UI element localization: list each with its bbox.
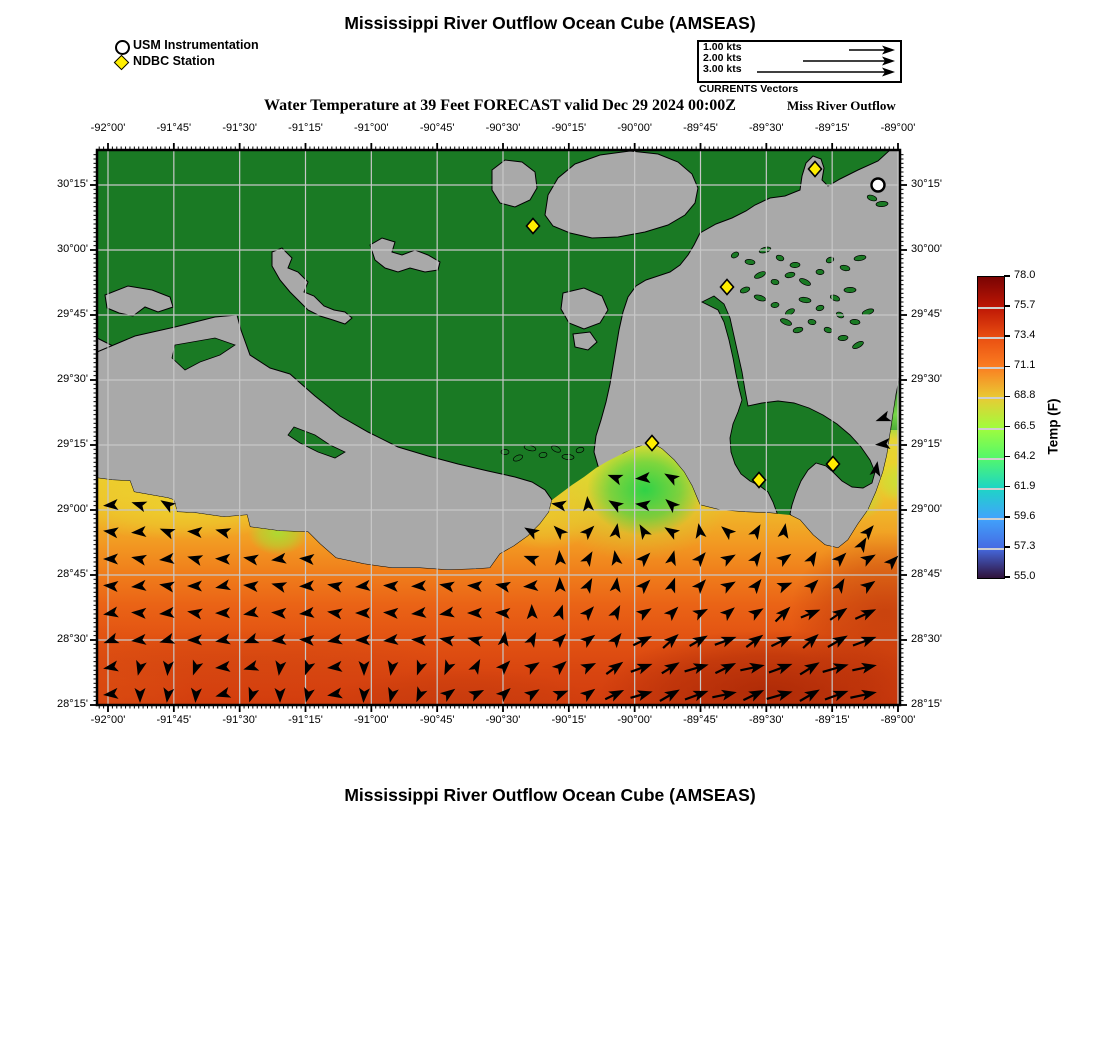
lon-tick-label: -90°45' [419, 714, 455, 726]
colorbar-tick-label: 71.1 [1014, 359, 1036, 372]
lon-tick-label: -91°45' [156, 714, 192, 726]
region-note: Miss River Outflow [787, 98, 896, 113]
colorbar-tick [1004, 366, 1010, 368]
lon-tick-label: -91°15' [288, 714, 323, 726]
colorbar-tick-label: 61.9 [1014, 479, 1036, 492]
lon-tick-label: -90°15' [551, 714, 587, 726]
lon-tick-label: -91°00' [354, 714, 389, 726]
lat-tick-label: 29°00' [57, 503, 88, 515]
lon-tick-label: -91°00' [354, 122, 389, 134]
currents-speed-label: 3.00 kts [703, 63, 742, 75]
lat-tick-label: 28°45' [911, 568, 942, 580]
lon-tick-label: -91°30' [222, 714, 257, 726]
colorbar-tick-label: 57.3 [1014, 539, 1036, 552]
lon-tick-label: -89°45' [683, 714, 718, 726]
lat-tick-label: 30°15' [57, 178, 88, 190]
colorbar-tick-label: 68.8 [1014, 389, 1036, 402]
colorbar-tick-label: 64.2 [1014, 449, 1036, 462]
lon-tick-label: -89°00' [880, 122, 916, 134]
colorbar-tick [1004, 546, 1010, 548]
temperature-colorbar [977, 276, 1005, 579]
colorbar-tick-label: 73.4 [1014, 329, 1036, 342]
page-title: Mississippi River Outflow Ocean Cube (AMSEAS) [344, 13, 756, 33]
colorbar-tick-label: 66.5 [1014, 419, 1036, 432]
colorbar-gridline [978, 518, 1004, 520]
lat-tick-label: 28°30' [911, 633, 942, 645]
colorbar-gridline [978, 428, 1004, 430]
colorbar-tick-label: 55.0 [1014, 570, 1036, 582]
colorbar-gridline [978, 337, 1004, 339]
lon-tick-label: -89°15' [814, 122, 850, 134]
lat-tick-label: 29°45' [57, 308, 88, 320]
colorbar-tick [1004, 516, 1010, 518]
colorbar-tick [1004, 305, 1010, 307]
colorbar-gridline [978, 458, 1004, 460]
lon-tick-label: -90°00' [617, 714, 652, 726]
lat-tick-label: 30°15' [911, 178, 942, 190]
lon-tick-label: -90°30' [485, 122, 521, 134]
colorbar-tick [1004, 426, 1010, 428]
colorbar-tick-label: 78.0 [1014, 269, 1036, 281]
lon-tick-label: -89°15' [814, 714, 850, 726]
colorbar-gridline [978, 488, 1004, 490]
lon-tick-label: -90°00' [617, 122, 652, 134]
colorbar-title: Temp (F) [1045, 398, 1061, 455]
lon-tick-label: -92°00' [90, 714, 126, 726]
lon-tick-label: -89°30' [749, 714, 784, 726]
colorbar-tick-label: 75.7 [1014, 299, 1036, 312]
lat-tick-label: 29°30' [911, 373, 942, 385]
colorbar-tick [1004, 396, 1010, 398]
colorbar-gridline [978, 397, 1004, 399]
lat-tick-label: 28°15' [911, 698, 942, 710]
lat-tick-label: 28°15' [57, 698, 88, 710]
lat-tick-label: 29°30' [57, 373, 88, 385]
lat-tick-label: 29°15' [57, 438, 88, 450]
colorbar-tick [1004, 456, 1010, 458]
ndbc-legend-label: NDBC Station [133, 54, 215, 68]
colorbar-tick [1004, 275, 1010, 277]
colorbar-tick [1004, 335, 1010, 337]
usm-legend-label: USM Instrumentation [133, 38, 259, 52]
lon-tick-label: -91°15' [288, 122, 323, 134]
ndbc-diamond-icon [116, 57, 127, 68]
lat-tick-label: 30°00' [911, 243, 942, 255]
lon-tick-label: -89°45' [683, 122, 718, 134]
lon-tick-label: -90°45' [419, 122, 455, 134]
lat-tick-label: 29°15' [911, 438, 942, 450]
lat-tick-label: 28°30' [57, 633, 88, 645]
lon-tick-label: -90°15' [551, 122, 587, 134]
lon-tick-label: -90°30' [485, 714, 521, 726]
lat-tick-label: 28°45' [57, 568, 88, 580]
lon-tick-label: -91°30' [222, 122, 257, 134]
colorbar-tick [1004, 576, 1010, 578]
footer-title: Mississippi River Outflow Ocean Cube (AMSEAS) [344, 785, 756, 805]
colorbar-tick [1004, 486, 1010, 488]
usm-circle-icon [115, 40, 130, 55]
colorbar-gridline [978, 367, 1004, 369]
lon-tick-label: -89°00' [880, 714, 916, 726]
forecast-subtitle: Water Temperature at 39 Feet FORECAST valid Dec 29 2024 00:00Z [264, 97, 736, 114]
currents-speed-label: 1.00 kts [703, 41, 742, 53]
colorbar-tick-label: 59.6 [1014, 509, 1036, 522]
map-plot [85, 136, 915, 720]
lat-tick-label: 29°00' [911, 503, 942, 515]
lon-tick-label: -89°30' [749, 122, 784, 134]
lon-tick-label: -92°00' [90, 122, 126, 134]
colorbar-gridline [978, 548, 1004, 550]
lon-tick-label: -91°45' [156, 122, 192, 134]
lat-tick-label: 29°45' [911, 308, 942, 320]
lat-tick-label: 30°00' [57, 243, 88, 255]
colorbar-gridline [978, 307, 1004, 309]
usm-station-marker [872, 179, 885, 192]
currents-legend-caption: CURRENTS Vectors [699, 83, 799, 95]
currents-speed-label: 2.00 kts [703, 52, 742, 64]
